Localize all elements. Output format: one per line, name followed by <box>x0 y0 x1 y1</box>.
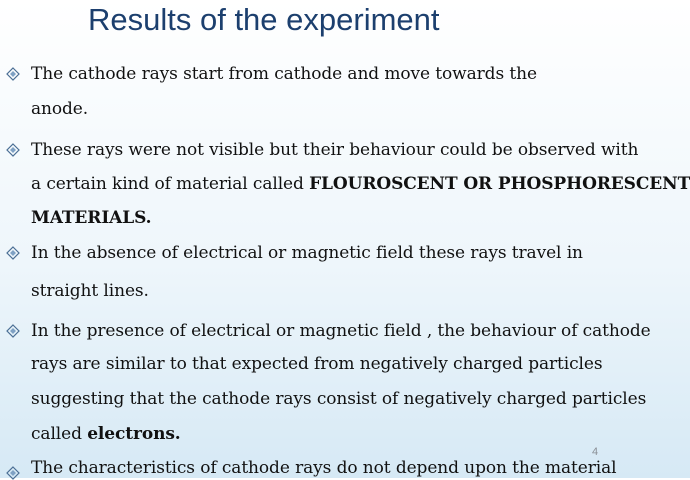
page-number: 4 <box>592 446 599 458</box>
bullet-1-line-1: The cathode rays start from cathode and move towards the <box>31 64 537 84</box>
diamond-bullet-icon <box>6 143 20 157</box>
diamond-bullet-icon <box>6 67 20 81</box>
bullet-4-bold-term: electrons. <box>87 424 181 444</box>
diamond-bullet-icon <box>6 466 20 480</box>
bullet-1-line-2: anode. <box>31 99 89 119</box>
bullet-2-bold-term: FLOUROSCENT OR PHOSPHORESCENT <box>309 174 690 194</box>
bullet-3-line-1: In the absence of electrical or magnetic field these rays travel in <box>31 243 583 263</box>
bullet-2-line-2 <box>31 174 690 194</box>
slide-title: Results of the experiment <box>88 2 440 37</box>
diamond-bullet-icon <box>6 246 20 260</box>
bullet-3-line-2: straight lines. <box>31 281 149 301</box>
bullet-4-line-2: rays are similar to that expected from negatively charged particles <box>31 354 603 374</box>
bullet-4-line-4 <box>31 424 181 444</box>
diamond-bullet-icon <box>6 324 20 338</box>
bullet-2-line-2-text: a certain kind of material called <box>31 174 310 194</box>
bullet-4-line-3: suggesting that the cathode rays consist of negatively charged particles <box>31 389 647 409</box>
bullet-2-line-3: MATERIALS. <box>31 208 152 228</box>
bullet-2-line-1: These rays were not visible but their behaviour could be observed with <box>31 140 639 160</box>
bullet-4-line-1: In the presence of electrical or magnetic field , the behaviour of cathode <box>31 321 651 341</box>
bullet-4-line-4-text: called <box>31 424 88 444</box>
bullet-5-line-1: The characteristics of cathode rays do not depend upon the material <box>31 458 617 478</box>
